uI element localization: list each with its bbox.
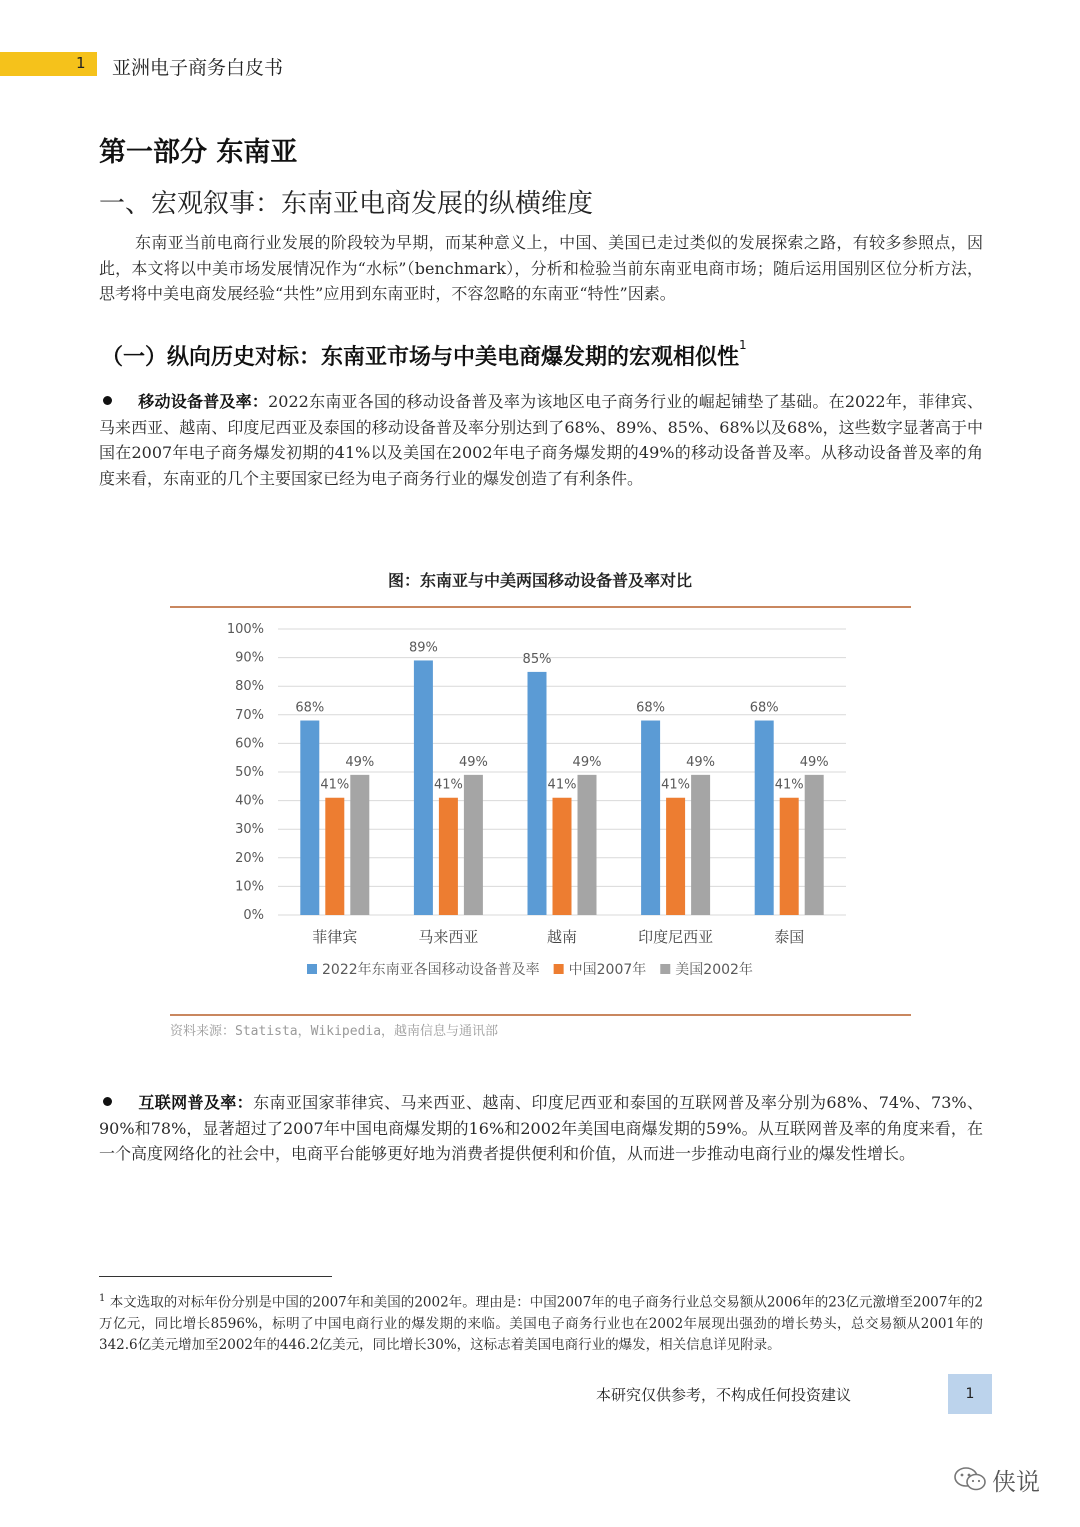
part-title: 第一部分 东南亚: [99, 137, 298, 168]
y-tick-label: 80%: [235, 679, 264, 695]
data-label: 41%: [661, 777, 691, 793]
bar-chart: [170, 608, 911, 1013]
bullet-internet-penetration: [99, 1090, 983, 1167]
legend-label: 2022年东南亚各国移动设备普及率: [322, 962, 540, 978]
bullet-label: 移动设备普及率：: [138, 392, 269, 411]
chart-caption: 图：东南亚与中美两国移动设备普及率对比: [387, 571, 692, 590]
bar: [666, 798, 685, 915]
y-tick-label: 30%: [235, 822, 264, 838]
y-tick-label: 40%: [235, 793, 264, 809]
bar: [350, 775, 369, 915]
bullet-text: 2022东南亚各国的移动设备普及率为该地区电子商务行业的崛起铺垫了基础。在2022年，菲律宾、马来西亚、越南、印度尼西亚及泰国的移动设备普及率分别达到了68%、89%、85%、68%以及68%，这些数字显著高于中国在2007年电子商务爆发初期的41%以及美国在2002年电子商务爆发期的49%的移动设备普及率。从移动设备普及率的角度来看，东南亚的几个主要国家已经为电子商务行业的爆发创造了有利条件。: [99, 392, 983, 488]
y-tick-label: 20%: [235, 850, 264, 866]
x-tick-label: 越南: [546, 928, 578, 946]
data-label: 49%: [799, 754, 829, 770]
bar: [780, 798, 799, 915]
legend-swatch: [307, 964, 317, 974]
footnote: [99, 1288, 983, 1356]
y-tick-label: 60%: [235, 736, 264, 752]
footnote-ref[interactable]: 1: [739, 338, 747, 352]
footnote-text: 本文选取的对标年份分别是中国的2007年和美国的2002年。理由是：中国2007年的电子商务行业总交易额从2006年的23亿元激增至2007年的2万亿元，同比增长8596%，标明了中国电商行业的爆发期的来临。美国电子商务行业也在2002年展现出强劲的增长势头，总交易额从2001年的342.6亿美元增加至2002年的446.2亿美元，同比增长30%，这标志着美国电商行业的爆发，相关信息详见附录。: [99, 1294, 983, 1353]
x-tick-label: 马来西亚: [418, 928, 479, 946]
bar: [805, 775, 824, 915]
data-label: 41%: [547, 777, 577, 793]
data-label: 68%: [636, 700, 666, 716]
bar: [528, 672, 547, 915]
y-tick-label: 50%: [235, 765, 264, 780]
bar: [641, 721, 660, 915]
bullet-mobile-penetration: [99, 389, 983, 491]
x-tick-label: 菲律宾: [312, 928, 358, 946]
wechat-icon: [953, 1465, 987, 1493]
legend-swatch: [554, 964, 564, 974]
data-label: 68%: [295, 700, 325, 716]
bar: [691, 775, 710, 915]
legend-label: 美国2002年: [675, 962, 753, 978]
bullet-dot: [103, 1097, 112, 1106]
y-tick-label: 90%: [235, 650, 264, 666]
data-label: 41%: [774, 777, 804, 793]
chart-bottom-rule: [170, 1014, 911, 1016]
footnote-mark: 1: [99, 1293, 106, 1304]
data-label: 41%: [433, 777, 463, 793]
y-tick-label: 10%: [235, 879, 264, 895]
watermark-text: 侠说: [992, 1468, 1040, 1496]
data-label: 41%: [320, 777, 350, 793]
bullet-text: 东南亚国家菲律宾、马来西亚、越南、印度尼西亚和泰国的互联网普及率分别为68%、74%、73%、90%和78%，显著超过了2007年中国电商爆发期的16%和2002年美国电商爆发期的59%。从互联网普及率的角度来看，在一个高度网络化的社会中，电商平台能够更好地为消费者提供便利和价值，从而进一步推动电商行业的爆发性增长。: [99, 1093, 983, 1163]
bullet-label: 互联网普及率：: [138, 1093, 254, 1112]
bullet-dot: [103, 396, 112, 405]
header-title: 亚洲电子商务白皮书: [112, 57, 284, 79]
legend-swatch: [660, 964, 670, 974]
x-tick-label: 印度尼西亚: [638, 928, 714, 946]
section-title: 一、宏观叙事：东南亚电商发展的纵横维度: [99, 189, 594, 219]
footnote-rule: [99, 1276, 332, 1277]
data-label: 49%: [572, 754, 602, 770]
data-label: 49%: [686, 754, 716, 770]
bar: [439, 798, 458, 915]
footer-page-number: 1: [948, 1374, 992, 1414]
header-page-number: 1: [76, 54, 86, 72]
bar: [300, 721, 319, 915]
footer-disclaimer: 本研究仅供参考，不构成任何投资建议: [596, 1386, 852, 1404]
chart-source: 资料来源：Statista，Wikipedia，越南信息与通讯部: [170, 1024, 499, 1039]
bar: [414, 660, 433, 915]
intro-paragraph: 东南亚当前电商行业发展的阶段较为早期，而某种意义上，中国、美国已走过类似的发展探索之路，有较多参照点，因此，本文将以中美市场发展情况作为“水标”（benchmark），分析和检验当前东南亚电商市场；随后运用国别区位分析方法，思考将中美电商发展经验“共性”应用到东南亚时，不容忽略的东南亚“特性”因素。: [99, 233, 983, 303]
bar: [755, 721, 774, 915]
y-tick-label: 70%: [235, 707, 264, 723]
legend-label: 中国2007年: [568, 962, 647, 978]
x-tick-label: 泰国: [774, 928, 805, 946]
data-label: 68%: [749, 700, 779, 716]
bar: [578, 775, 597, 915]
bar: [464, 775, 483, 915]
subsection-title: （一）纵向历史对标：东南亚市场与中美电商爆发期的宏观相似性$^1$: [101, 338, 747, 370]
data-label: 89%: [408, 640, 438, 656]
bar: [553, 798, 572, 915]
data-label: 49%: [458, 754, 488, 770]
y-tick-label: 0%: [243, 908, 264, 923]
y-tick-label: 100%: [226, 622, 264, 637]
data-label: 85%: [522, 651, 552, 667]
data-label: 49%: [345, 754, 375, 770]
bar: [325, 798, 344, 915]
